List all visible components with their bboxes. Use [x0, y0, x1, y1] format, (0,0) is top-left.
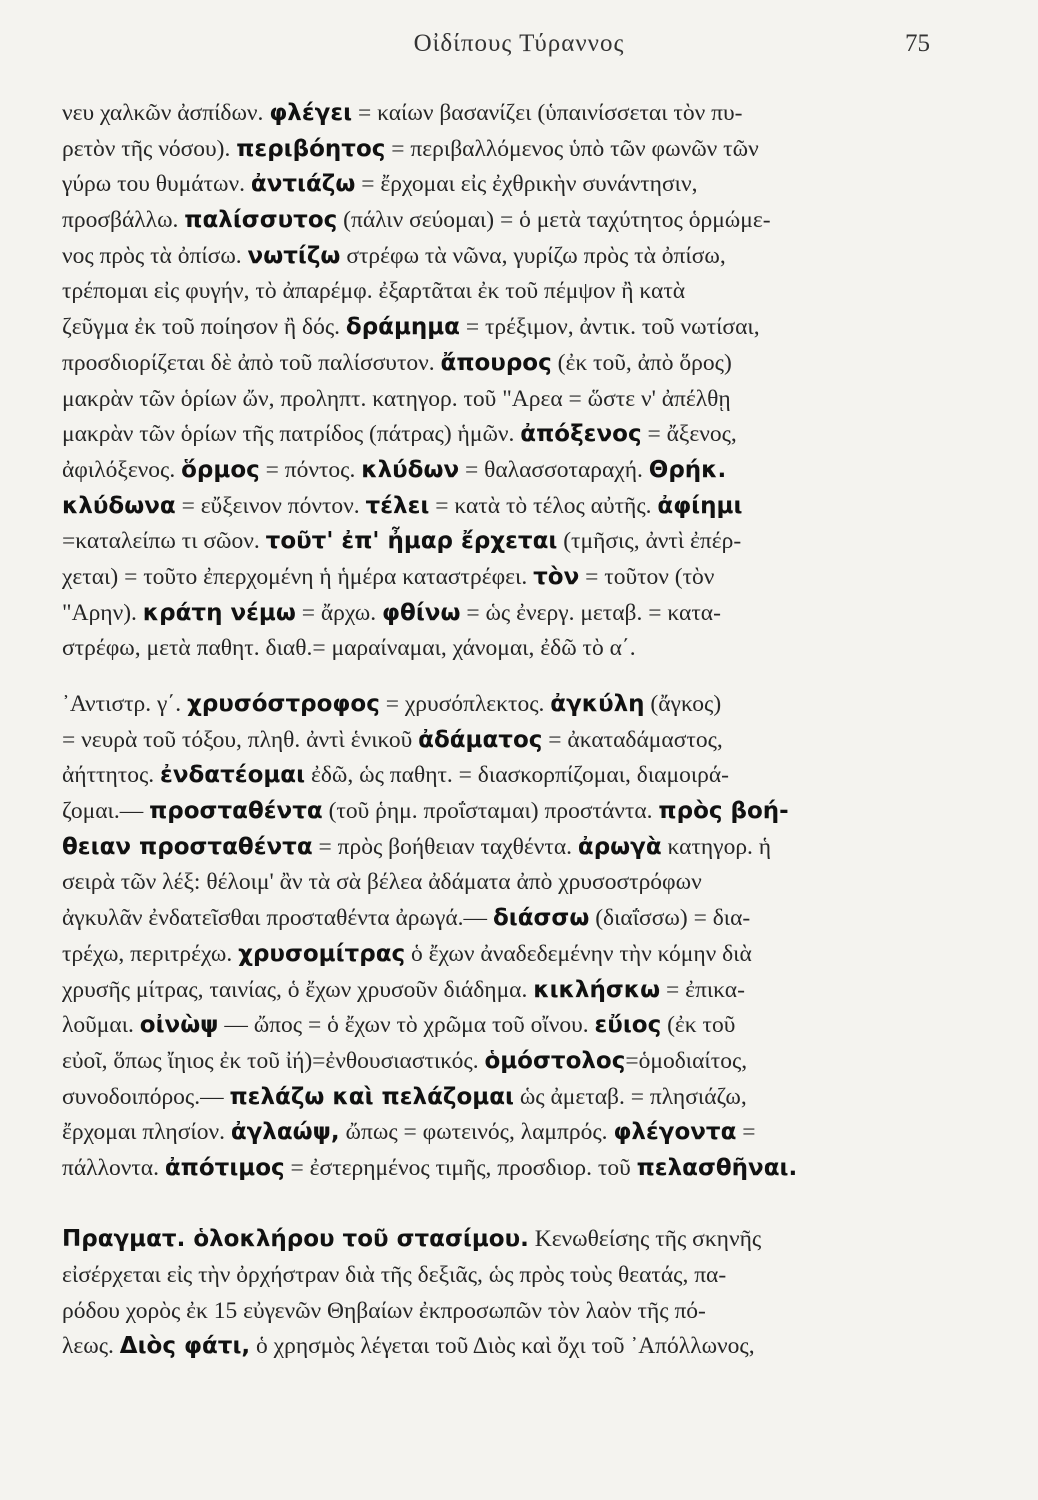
text-line [62, 132, 962, 168]
headword: Θρήκ. [648, 456, 727, 483]
gloss-text: =ὁμοδιαίτος, [625, 1047, 748, 1074]
headword: κλύδων [361, 456, 460, 483]
headword: κράτη νέμω [142, 599, 296, 626]
gloss-text: Κενωθείσης τῆς σκηνῆς [528, 1226, 762, 1253]
headword: παλίσσυτος [184, 207, 338, 234]
gloss-text: ὁ χρησμὸς λέγεται τοῦ Διὸς καὶ ὄχι τοῦ ᾽Απόλλωνος, [250, 1333, 755, 1360]
gloss-text: ἀφιλόξενος. [62, 456, 182, 483]
gloss-text: = καίων βασανίζει (ὑπαινίσσεται τὸν πυ- [352, 100, 743, 126]
gloss-text: ἀγκυλᾶν ἐνδατεῖσθαι προσταθέντα ἀρωγά.— [62, 905, 493, 932]
text-line [62, 1008, 962, 1044]
gloss-text: χρυσῆς μίτρας, ταινίας, ὁ ἔχων χρυσοῦν διάδημα. [62, 976, 534, 1003]
gloss-text: = ἐστερημένος τιμῆς, προσδιορ. τοῦ [284, 1154, 637, 1181]
gloss-text: — ὤπος = ὁ ἔχων τὸ χρῶμα τοῦ οἴνου. [218, 1012, 595, 1039]
headword: φθίνω [382, 599, 461, 626]
headword: τὸν [533, 563, 580, 590]
headword: ὁμόστολος [484, 1047, 626, 1074]
headword: πελάζω καὶ πελάζομαι [229, 1083, 514, 1110]
headword: ἀγκύλη [550, 691, 645, 717]
text-line [62, 1115, 962, 1151]
headword: περιβόητος [236, 135, 386, 162]
text-line [62, 596, 962, 632]
gloss-text: = τρέξιμον, ἀντικ. τοῦ νωτίσαι, [459, 314, 760, 341]
running-title: Οἰδίπους Τύραννος [413, 30, 625, 57]
headword: θειαν προσταθέντα [62, 833, 313, 860]
gloss-text: (πάλιν σεύομαι) = ὁ μετὰ ταχύτητος ὁρμώμε- [337, 207, 771, 234]
headword: φλέγει [269, 100, 353, 126]
text-line [62, 687, 962, 723]
headword: τοῦτ' ἐπ' ἦμαρ ἔρχεται [265, 528, 558, 555]
gloss-text: ρόδου χορὸς ἐκ 15 εὐγενῶν Θηβαίων ἐκπροσωπῶν τὸν λαὸν τῆς πό- [62, 1297, 706, 1324]
gloss-text: = πόντος. [259, 456, 362, 483]
gloss-text: = [736, 1119, 756, 1146]
text-line [62, 96, 962, 132]
text-line [62, 937, 962, 973]
gloss-text: τρέπομαι εἰς φυγήν, τὸ ἀπαρέμφ. ἐξαρτᾶται ἐκ τοῦ πέμψον ἢ κατὰ [62, 278, 686, 305]
headword: ἀντιάζω [250, 171, 356, 198]
headword: κλύδωνα [62, 492, 176, 519]
gloss-text: ὡς ἀμεταβ. = πλησιάζω, [513, 1083, 747, 1110]
gloss-text: νος πρὸς τὰ ὀπίσω. [62, 242, 248, 269]
gloss-text: μακρὰν τῶν ὁρίων ὤν, προληπτ. κατηγορ. τοῦ "Αρεα = ὥστε ν' ἀπέλθῃ [62, 385, 731, 412]
gloss-text: προσδιορίζεται δὲ ἀπὸ τοῦ παλίσσυτον. [62, 349, 441, 376]
text-line [62, 1151, 962, 1187]
headword: ἀρωγὰ [577, 833, 662, 860]
gloss-text: (ἐκ τοῦ, ἀπὸ ὅρος) [551, 349, 732, 376]
headword: διάσσω [492, 905, 590, 932]
gloss-text: (τμῆσις, ἀντὶ ἐπέρ- [557, 528, 742, 555]
text-line [62, 489, 962, 525]
headword: οἰνὼψ [139, 1012, 219, 1039]
gloss-text: ὤπως = φωτεινός, λαμπρός. [339, 1119, 614, 1146]
gloss-text: ἀήττητος. [62, 762, 161, 789]
headword: φλέγοντα [613, 1119, 737, 1146]
text-line [62, 865, 962, 901]
headword: ἄπουρος [440, 349, 552, 376]
headword: δράμημα [345, 314, 460, 341]
gloss-text: εἰσέρχεται εἰς τὴν ὀρχήστραν διὰ τῆς δεξιᾶς, ὡς πρὸς τοὺς θεατάς, πα- [62, 1262, 727, 1288]
text-line [62, 560, 962, 596]
text-line [62, 723, 962, 759]
gloss-text: συνοδοιπόρος.— [62, 1083, 230, 1110]
headword: πελασθῆναι. [636, 1154, 798, 1181]
gloss-text: = χρυσόπλεκτος. [379, 691, 551, 717]
headword: ἀδάματος [418, 726, 543, 753]
text-line [62, 1329, 962, 1365]
headword: ἀπότιμος [164, 1154, 285, 1181]
gloss-text: στρέφω, μετὰ παθητ. διαθ.= μαραίναμαι, χάνομαι, ἐδῶ τὸ α΄. [62, 635, 636, 662]
gloss-text: = ἐπικα- [660, 976, 745, 1003]
gloss-text: χεται) = τοῦτο ἐπερχομένη ἡ ἡμέρα καταστρέφει. [62, 563, 534, 590]
gloss-text: ὁ ἔχων ἀναδεδεμένην τὴν κόμην διὰ [405, 940, 752, 967]
text-line [62, 453, 962, 489]
gloss-text: πάλλοντα. [62, 1154, 165, 1181]
paragraph-gap [62, 1187, 962, 1223]
gloss-text: "Αρην). [62, 599, 143, 626]
gloss-text: = πρὸς βοήθειαν ταχθέντα. [312, 833, 578, 860]
page-number: 75 [905, 30, 930, 57]
text-line [62, 758, 962, 794]
gloss-text: προσβάλλω. [62, 207, 185, 234]
headword: ἀπόξενος [520, 421, 642, 448]
text-line [62, 1080, 962, 1116]
commentary-text [62, 96, 962, 1365]
gloss-text: = κατὰ τὸ τέλος αὐτῆς. [429, 492, 658, 519]
headword: προσταθέντα [149, 798, 323, 825]
gloss-text: ἐδῶ, ὡς παθητ. = διασκορπίζομαι, διαμοιρά- [305, 762, 730, 789]
headword: εὔιος [594, 1012, 662, 1039]
gloss-text: γύρω του θυμάτων. [62, 171, 251, 198]
gloss-text: εὐοῖ, ὅπως ἴηιος ἐκ τοῦ ἰή)=ἐνθουσιαστικός. [62, 1047, 485, 1074]
gloss-text: = ὡς ἐνεργ. μεταβ. = κατα- [460, 599, 721, 626]
text-line [62, 1222, 962, 1258]
gloss-text: ζεῦγμα ἐκ τοῦ ποίησον ἢ δός. [62, 314, 346, 341]
text-line [62, 417, 962, 453]
text-line [62, 901, 962, 937]
gloss-text: λοῦμαι. [62, 1012, 140, 1039]
gloss-text: = θαλασσοταραχή. [459, 456, 649, 483]
paragraph-gap [62, 667, 962, 687]
gloss-text: ζομαι.— [62, 798, 150, 825]
gloss-text: (ἄγκος) [644, 691, 722, 717]
gloss-text: λεως. [62, 1333, 120, 1360]
headword: Διὸς φάτι, [119, 1333, 251, 1360]
text-line [62, 631, 962, 667]
gloss-text: νευ χαλκῶν ἀσπίδων. [62, 100, 270, 126]
gloss-text: (διαΐσσω) = δια- [589, 905, 751, 932]
text-line [62, 382, 962, 418]
gloss-text: = ἔρχομαι εἰς ἐχθρικὴν συνάντησιν, [355, 171, 698, 198]
text-line [62, 973, 962, 1009]
gloss-text: ᾽Αντιστρ. γ΄. [62, 691, 187, 717]
headword: κικλήσκω [533, 976, 661, 1003]
text-line [62, 1258, 962, 1294]
headword: τέλει [365, 492, 430, 519]
text-line [62, 794, 962, 830]
headword: ἐνδατέομαι [160, 762, 306, 789]
gloss-text: = νευρὰ τοῦ τόξου, πληθ. ἀντὶ ἑνικοῦ [62, 726, 419, 753]
gloss-text: τρέχω, περιτρέχω. [62, 940, 239, 967]
gloss-text: =καταλείπω τι σῶον. [62, 528, 266, 555]
headword: πρὸς βοή- [658, 798, 789, 825]
gloss-text: κατηγορ. ἡ [661, 833, 772, 860]
headword: ἀφίημι [657, 492, 743, 519]
headword: Πραγματ. ὁλοκλήρου τοῦ στασίμου. [62, 1226, 529, 1253]
gloss-text: ρετὸν τῆς νόσου). [62, 135, 237, 162]
headword: ἀγλαώψ, [230, 1119, 340, 1146]
text-line [62, 239, 962, 275]
text-line [62, 274, 962, 310]
headword: νωτίζω [247, 242, 341, 269]
text-line [62, 1294, 962, 1330]
text-line [62, 830, 962, 866]
text-line [62, 1044, 962, 1080]
text-line [62, 524, 962, 560]
text-line [62, 346, 962, 382]
text-line [62, 310, 962, 346]
gloss-text: ἔρχομαι πλησίον. [62, 1119, 231, 1146]
gloss-text: = ἄξενος, [641, 421, 737, 448]
gloss-text: = τοῦτον (τὸν [579, 563, 715, 590]
gloss-text: στρέφω τὰ νῶνα, γυρίζω πρὸς τὰ ὀπίσω, [340, 242, 726, 269]
gloss-text: = ἄρχω. [295, 599, 383, 626]
text-line [62, 203, 962, 239]
headword: χρυσομίτρας [238, 940, 406, 967]
gloss-text: = εὔξεινον πόντον. [175, 492, 366, 519]
gloss-text: σειρὰ τῶν λέξ: θέλοιμ' ἂν τὰ σὰ βέλεα ἀδάματα ἀπὸ χρυσοστρόφων [62, 869, 702, 896]
headword: ὅρμος [181, 456, 260, 483]
gloss-text: μακρὰν τῶν ὁρίων τῆς πατρίδος (πάτρας) ἡμῶν. [62, 421, 521, 448]
gloss-text: (τοῦ ῥημ. προΐσταμαι) προστάντα. [322, 798, 659, 825]
gloss-text: = ἀκαταδάμαστος, [542, 726, 723, 753]
gloss-text: = περιβαλλόμενος ὑπὸ τῶν φωνῶν τῶν [385, 135, 759, 162]
text-line [62, 167, 962, 203]
gloss-text: (ἐκ τοῦ [661, 1012, 736, 1039]
headword: χρυσόστροφος [187, 691, 380, 717]
